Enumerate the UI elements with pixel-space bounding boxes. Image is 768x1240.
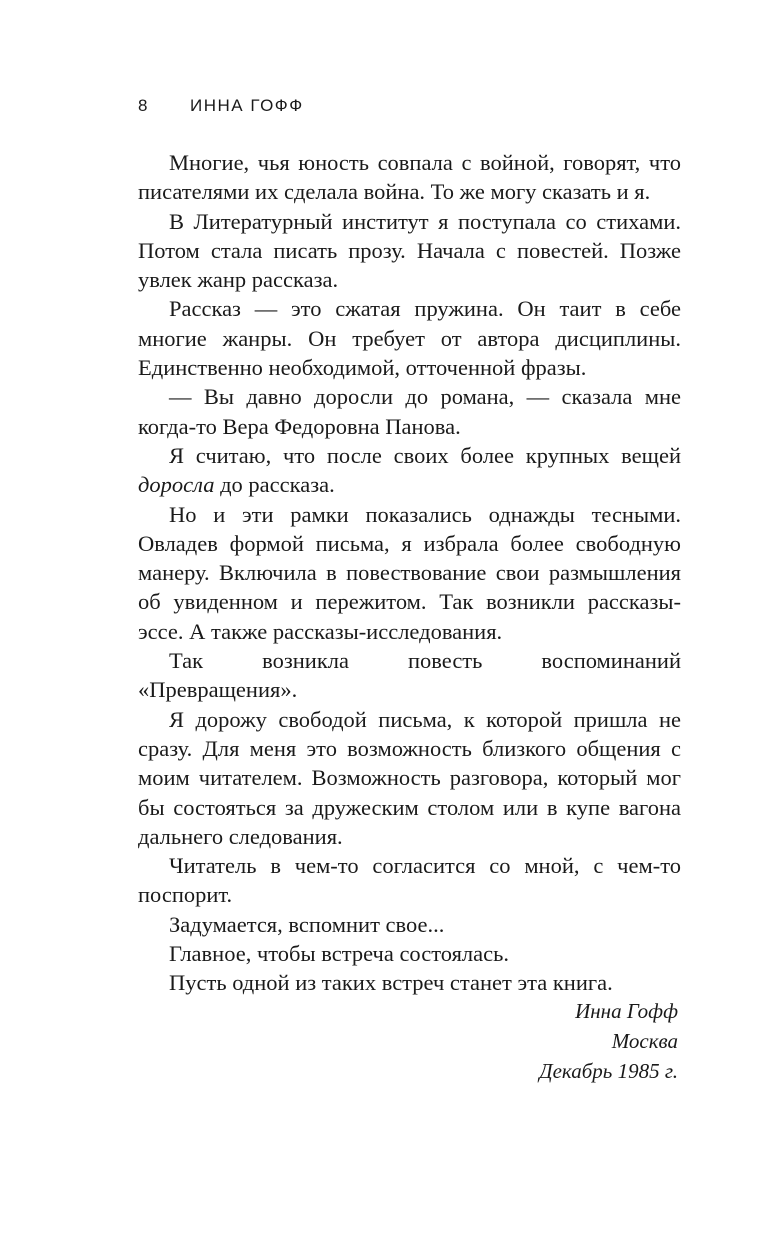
- body-text: [138, 148, 681, 998]
- emphasis-text: доросла: [138, 472, 215, 498]
- paragraph: Я дорожу свободой письма, к которой пришла не сразу. Для меня это возможность близкого общения с моим читателем. Возможность разговора, который мог бы состояться за дружеским столом или в купе вагона дальнего следования.: [138, 706, 681, 849]
- paragraph: Но и эти рамки показались однажды тесными. Овладев формой письма, я избрала более свободную манеру. Включила в повествование свои размышления об увиденном и пережитом. Так возникли рассказы-эссе. А также рассказы-исследования.: [138, 501, 681, 644]
- paragraph: Читатель в чем-то согласится со мной, с чем-то поспорит.: [138, 853, 681, 908]
- paragraph: Главное, чтобы встреча состоялась.: [169, 941, 510, 967]
- signature-author: Инна Гофф: [575, 999, 678, 1023]
- paragraph: Задумается, вспомнит свое...: [169, 911, 445, 937]
- signature-date: Декабрь 1985 г.: [539, 1059, 678, 1083]
- paragraph: Многие, чья юность совпала с войной, говорят, что писателями их сделала война. То же могу сказать и я.: [138, 150, 681, 205]
- paragraph: В Литературный институт я поступала со стихами. Потом стала писать прозу. Начала с повестей. Позже увлек жанр рассказа.: [138, 208, 681, 293]
- paragraph: — Вы давно доросли до романа, — сказала мне когда-то Вера Федоровна Панова.: [138, 384, 681, 439]
- paragraph: Пусть одной из таких встреч станет эта книга.: [169, 970, 613, 996]
- paragraph: Рассказ — это сжатая пружина. Он таит в себе многие жанры. Он требует от автора дисциплины. Единственно необходимой, отточенной фразы.: [138, 296, 681, 381]
- signature-place: Москва: [611, 1029, 678, 1053]
- page-number: 8: [138, 96, 149, 115]
- paragraph-text: Я считаю, что после своих более крупных вещей: [169, 442, 681, 468]
- paragraph: [138, 441, 681, 500]
- paragraph: Так возникла повесть воспоминаний «Превращения».: [138, 648, 681, 703]
- signature-block: [539, 996, 678, 1086]
- running-header: [138, 96, 304, 116]
- running-title: ИННА ГОФФ: [190, 96, 304, 115]
- paragraph-text: до рассказа.: [214, 472, 335, 498]
